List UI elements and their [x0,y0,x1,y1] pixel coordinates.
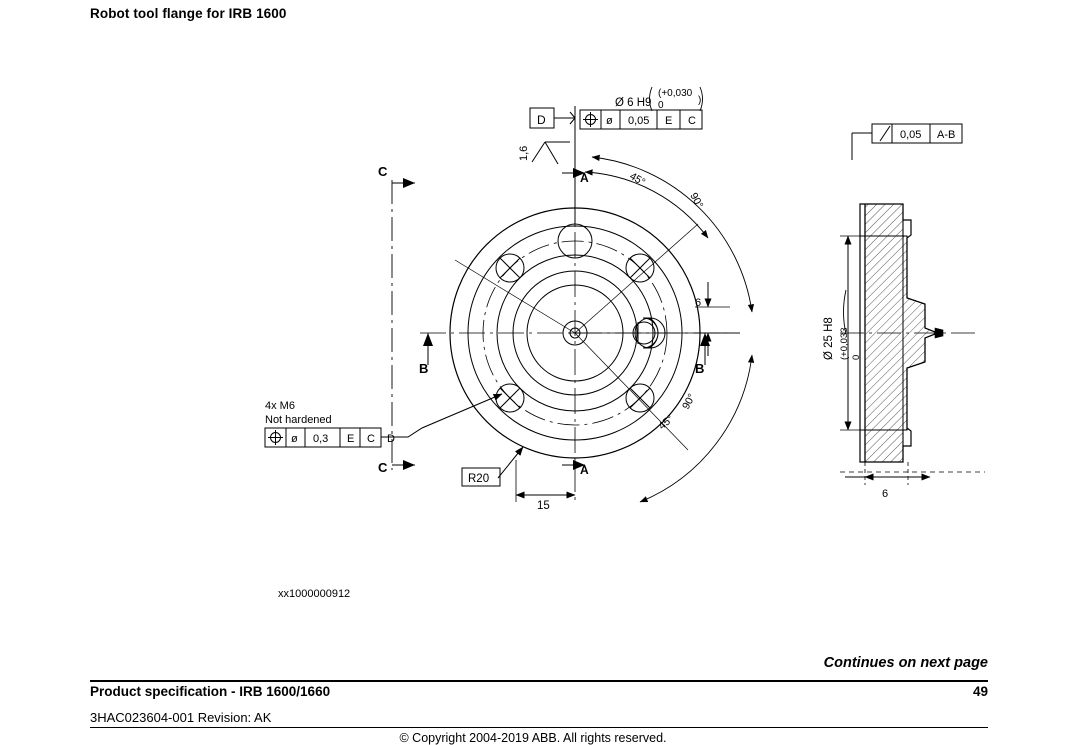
dimension-15-bottom [516,350,575,502]
angle-45-bottom-label: 45° [656,412,677,433]
side-dia-tol-lower: 0 [851,354,862,360]
footer-rule-top [90,680,988,682]
radius-r20-label: R20 [468,473,490,485]
footer-rule-bottom [90,727,988,728]
section-c-line [392,178,415,470]
section-a-top-label: A [580,171,589,185]
footer-page-number: 49 [972,684,988,699]
fcf-thread-datum-e: E [347,433,355,445]
page-title: Robot tool flange for IRB 1600 [90,6,287,21]
section-a-bottom-label: A [580,463,589,477]
fcf-thread-val: 0,3 [313,433,329,445]
figure-id-caption: xx1000000912 [278,588,351,600]
dimension-6-right-label: 6 [695,297,702,309]
side-fcf-datum: A-B [937,129,956,141]
continues-note: Continues on next page [823,655,988,671]
flange-drawing-svg [240,60,1030,570]
footer-title: Product specification - IRB 1600/1660 [90,684,331,699]
thread-note-line2: Not hardened [265,414,332,426]
dimension-15-label: 15 [537,500,550,512]
side-view [840,124,985,485]
bore-callout-label: Ø 6 H9 [615,97,652,109]
surface-roughness-symbol [532,142,570,164]
fcf-bore-datum-e: E [665,115,673,127]
section-b-left-label: B [419,361,429,376]
footer-revision: 3HAC023604-001 Revision: AK [90,710,272,725]
section-b-right-label: B [695,361,705,376]
angular-dimensions [455,157,752,502]
side-fcf-value: 0,05 [900,129,922,141]
dimension-6-bottom [845,462,930,485]
section-c-top-label: C [378,164,388,179]
fcf-bore-datum-c: C [688,115,696,127]
fcf-thread-datum-d: D [387,433,395,445]
side-dia-tol-upper: (+0,033 [839,327,850,360]
bore-tol-lower-label: 0 [658,100,664,111]
fcf-thread-sym2: ø [291,433,298,445]
angle-90-top-label: 90° [687,190,706,211]
bore-tol-close-label: ) [698,95,702,106]
datum-d-top-label: D [537,113,546,127]
fcf-thread-datum-c: C [367,433,375,445]
fcf-bore-val: 0,05 [628,115,650,127]
footer-copyright: © Copyright 2004-2019 ABB. All rights reserved. [399,731,667,745]
angle-90-bottom-label: 90° [680,391,699,412]
thread-note-line1: 4x M6 [265,400,295,412]
section-c-bottom-label: C [378,460,388,475]
fcf-bore-sym2: ø [606,115,613,127]
technical-drawing-figure [240,60,1030,570]
side-dia-callout-label: Ø 25 H8 [823,317,835,360]
roughness-label: 1,6 [518,145,530,161]
angle-45-label: 45° [627,170,648,189]
bore-tol-upper-label: (+0,030 [658,88,693,99]
side-dim-6-label: 6 [882,488,889,500]
